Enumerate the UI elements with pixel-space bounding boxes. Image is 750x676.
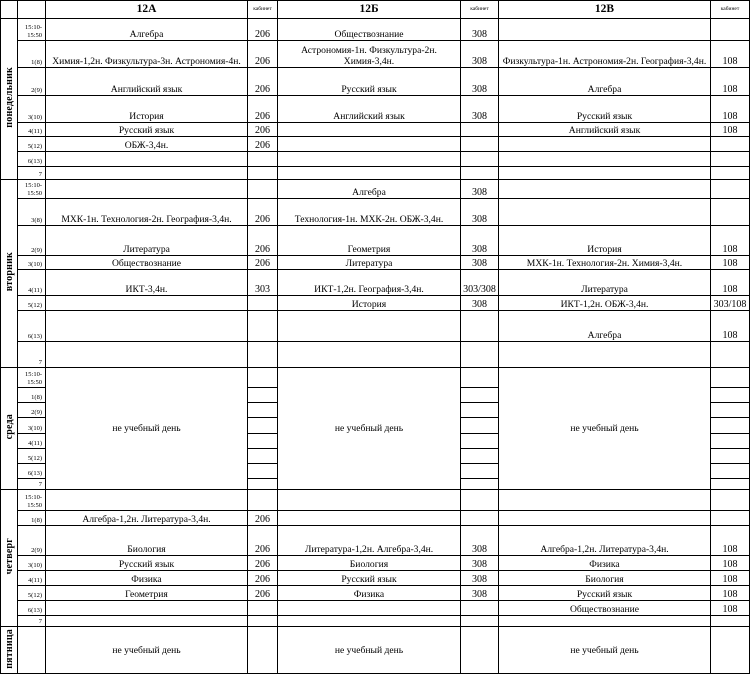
cabinet-cell: 108 xyxy=(711,270,750,296)
cabinet-cell: 303/308 xyxy=(461,270,499,296)
subject-cell: Алгебра xyxy=(499,311,711,342)
period-label: 1(8) xyxy=(18,388,46,403)
cabinet-cell xyxy=(248,388,278,403)
subject-cell: Физкультура-1н. Астрономия-2н. География-3,4н. xyxy=(499,41,711,68)
cabinet-cell xyxy=(461,152,499,167)
cabinet-cell xyxy=(711,434,750,449)
subject-cell: МХК-1н. Технология-2н. Химия-3,4н. xyxy=(499,256,711,270)
subject-cell xyxy=(499,511,711,526)
cabinet-cell xyxy=(461,449,499,464)
subject-cell xyxy=(278,167,461,180)
subject-cell xyxy=(499,137,711,152)
cabinet-cell xyxy=(248,167,278,180)
cabinet-cell xyxy=(461,601,499,616)
period-label: 2(9) xyxy=(18,526,46,556)
day-name: вторник xyxy=(3,252,15,292)
cabinet-cell xyxy=(248,342,278,368)
lesson-row xyxy=(1,368,750,388)
cabinet-cell: 308 xyxy=(461,256,499,270)
subject-cell: Английский язык xyxy=(46,68,248,96)
cabinet-cell xyxy=(461,137,499,152)
no-school-note: не учебный день xyxy=(278,627,461,674)
subject-cell: Алгебра-1,2н. Литература-3,4н. xyxy=(499,526,711,556)
cabinet-cell: 108 xyxy=(711,226,750,256)
no-school-note: не учебный день xyxy=(46,368,248,490)
period-label: 6(13) xyxy=(18,152,46,167)
no-school-note: не учебный день xyxy=(46,627,248,674)
lesson-row xyxy=(1,167,750,180)
cabinet-cell: 108 xyxy=(711,601,750,616)
cabinet-cell xyxy=(711,627,750,674)
lesson-row xyxy=(1,296,750,311)
corner-cell xyxy=(1,1,18,19)
period-label: 4(11) xyxy=(18,123,46,137)
cabinet-cell xyxy=(461,511,499,526)
period-label: 1(8) xyxy=(18,41,46,68)
cabinet-cell xyxy=(461,311,499,342)
day-label xyxy=(1,627,18,674)
cabinet-cell: 308 xyxy=(461,19,499,41)
cabinet-cell: 308 xyxy=(461,296,499,311)
cabinet-cell: 206 xyxy=(248,199,278,226)
subject-cell xyxy=(278,601,461,616)
subject-cell: Русский язык xyxy=(278,571,461,586)
cabinet-cell xyxy=(461,418,499,434)
cabinet-cell: 108 xyxy=(711,556,750,571)
subject-cell xyxy=(499,19,711,41)
lesson-row xyxy=(1,311,750,342)
cabinet-cell: 303 xyxy=(248,270,278,296)
lesson-row xyxy=(1,180,750,199)
lesson-row xyxy=(1,152,750,167)
day-name: среда xyxy=(3,414,15,440)
day-name: пятница xyxy=(3,628,15,669)
subject-cell: Биология xyxy=(278,556,461,571)
day-label xyxy=(1,368,18,490)
period-label: 4(11) xyxy=(18,571,46,586)
subject-cell xyxy=(278,342,461,368)
day-label xyxy=(1,19,18,180)
cabinet-cell xyxy=(461,388,499,403)
subject-cell xyxy=(499,490,711,511)
cabinet-cell xyxy=(461,403,499,418)
subject-cell xyxy=(278,123,461,137)
subject-cell xyxy=(278,490,461,511)
cabinet-cell xyxy=(711,403,750,418)
cabinet-cell: 308 xyxy=(461,556,499,571)
cabinet-cell xyxy=(461,342,499,368)
cabinet-header: кабинет xyxy=(711,1,750,19)
cabinet-cell xyxy=(461,464,499,479)
subject-cell: Русский язык xyxy=(499,586,711,601)
class-header: 12В xyxy=(499,1,711,19)
period-label: 7 xyxy=(18,616,46,627)
class-header: 12А xyxy=(46,1,248,19)
subject-cell xyxy=(278,616,461,627)
cabinet-cell xyxy=(461,479,499,490)
corner-cell xyxy=(18,1,46,19)
lesson-row xyxy=(1,342,750,368)
cabinet-cell xyxy=(711,199,750,226)
subject-cell: ИКТ-3,4н. xyxy=(46,270,248,296)
no-school-note: не учебный день xyxy=(499,627,711,674)
cabinet-cell: 108 xyxy=(711,68,750,96)
cabinet-cell xyxy=(248,403,278,418)
period-label: 7 xyxy=(18,342,46,368)
subject-cell: История xyxy=(46,96,248,123)
subject-cell: Обществознание xyxy=(46,256,248,270)
subject-cell: Английский язык xyxy=(278,96,461,123)
subject-cell xyxy=(46,180,248,199)
subject-cell: ИКТ-1,2н. География-3,4н. xyxy=(278,270,461,296)
lesson-row xyxy=(1,226,750,256)
subject-cell: Алгебра xyxy=(278,180,461,199)
period-label: 15:10-15:50 xyxy=(18,368,46,388)
subject-cell: Обществознание xyxy=(499,601,711,616)
cabinet-cell xyxy=(248,296,278,311)
period-label: 6(13) xyxy=(18,601,46,616)
lesson-row xyxy=(1,627,750,674)
subject-cell xyxy=(46,152,248,167)
cabinet-cell: 308 xyxy=(461,41,499,68)
lesson-row xyxy=(1,526,750,556)
cabinet-cell: 206 xyxy=(248,68,278,96)
subject-cell: Астрономия-1н. Физкультура-2н. Химия-3,4н. xyxy=(278,41,461,68)
day-label xyxy=(1,490,18,627)
cabinet-cell: 206 xyxy=(248,526,278,556)
subject-cell: Алгебра xyxy=(46,19,248,41)
cabinet-cell xyxy=(248,434,278,449)
cabinet-cell: 308 xyxy=(461,526,499,556)
cabinet-cell xyxy=(711,616,750,627)
cabinet-cell xyxy=(461,167,499,180)
subject-cell xyxy=(278,311,461,342)
cabinet-cell: 206 xyxy=(248,19,278,41)
cabinet-cell: 108 xyxy=(711,571,750,586)
subject-cell: Физика xyxy=(46,571,248,586)
day-name: четверг xyxy=(3,538,15,575)
cabinet-cell xyxy=(461,616,499,627)
header-row xyxy=(1,1,750,19)
cabinet-cell: 206 xyxy=(248,226,278,256)
subject-cell xyxy=(46,167,248,180)
subject-cell: ИКТ-1,2н. ОБЖ-3,4н. xyxy=(499,296,711,311)
cabinet-header: кабинет xyxy=(248,1,278,19)
day-name: понедельник xyxy=(3,67,15,128)
cabinet-cell xyxy=(248,464,278,479)
period-label: 15:10-15:50 xyxy=(18,19,46,41)
cabinet-cell xyxy=(711,180,750,199)
cabinet-cell: 108 xyxy=(711,586,750,601)
cabinet-cell: 308 xyxy=(461,96,499,123)
lesson-row xyxy=(1,586,750,601)
cabinet-cell xyxy=(711,388,750,403)
subject-cell xyxy=(46,601,248,616)
no-school-note: не учебный день xyxy=(278,368,461,490)
lesson-row xyxy=(1,571,750,586)
lesson-row xyxy=(1,137,750,152)
cabinet-cell: 206 xyxy=(248,256,278,270)
cabinet-cell xyxy=(711,152,750,167)
lesson-row xyxy=(1,19,750,41)
subject-cell: Биология xyxy=(499,571,711,586)
no-school-note: не учебный день xyxy=(499,368,711,490)
cabinet-cell xyxy=(711,511,750,526)
period-label: 5(12) xyxy=(18,137,46,152)
period-label xyxy=(18,627,46,674)
subject-cell xyxy=(499,199,711,226)
cabinet-cell: 108 xyxy=(711,256,750,270)
cabinet-cell: 308 xyxy=(461,586,499,601)
cabinet-cell xyxy=(461,123,499,137)
cabinet-cell xyxy=(248,627,278,674)
cabinet-cell xyxy=(711,464,750,479)
cabinet-cell xyxy=(248,368,278,388)
period-label: 3(10) xyxy=(18,556,46,571)
lesson-row xyxy=(1,511,750,526)
period-label: 7 xyxy=(18,167,46,180)
cabinet-cell xyxy=(711,449,750,464)
cabinet-cell xyxy=(248,449,278,464)
period-label: 6(13) xyxy=(18,311,46,342)
subject-cell: Литература-1,2н. Алгебра-3,4н. xyxy=(278,526,461,556)
subject-cell: Русский язык xyxy=(278,68,461,96)
lesson-row xyxy=(1,490,750,511)
cabinet-header: кабинет xyxy=(461,1,499,19)
cabinet-cell: 308 xyxy=(461,571,499,586)
subject-cell: Алгебра-1,2н. Литература-3,4н. xyxy=(46,511,248,526)
cabinet-cell xyxy=(711,137,750,152)
cabinet-cell: 303/108 xyxy=(711,296,750,311)
subject-cell: Алгебра xyxy=(499,68,711,96)
cabinet-cell xyxy=(248,601,278,616)
cabinet-cell: 108 xyxy=(711,41,750,68)
subject-cell: Биология xyxy=(46,526,248,556)
cabinet-cell xyxy=(711,368,750,388)
subject-cell xyxy=(278,152,461,167)
cabinet-cell: 206 xyxy=(248,96,278,123)
cabinet-cell: 308 xyxy=(461,226,499,256)
cabinet-cell: 108 xyxy=(711,123,750,137)
subject-cell xyxy=(278,511,461,526)
subject-cell: Технология-1н. МХК-2н. ОБЖ-3,4н. xyxy=(278,199,461,226)
subject-cell: Русский язык xyxy=(46,123,248,137)
lesson-row xyxy=(1,199,750,226)
subject-cell: Обществознание xyxy=(278,19,461,41)
cabinet-cell xyxy=(461,627,499,674)
period-label: 2(9) xyxy=(18,226,46,256)
cabinet-cell xyxy=(711,167,750,180)
period-label: 1(8) xyxy=(18,511,46,526)
subject-cell: Химия-1,2н. Физкультура-3н. Астрономия-4н. xyxy=(46,41,248,68)
subject-cell xyxy=(499,152,711,167)
cabinet-cell: 108 xyxy=(711,526,750,556)
cabinet-cell: 206 xyxy=(248,123,278,137)
cabinet-cell xyxy=(711,342,750,368)
subject-cell xyxy=(46,490,248,511)
cabinet-cell: 206 xyxy=(248,137,278,152)
period-label: 15:10-15:50 xyxy=(18,180,46,199)
subject-cell: Русский язык xyxy=(46,556,248,571)
subject-cell: Литература xyxy=(46,226,248,256)
cabinet-cell xyxy=(248,311,278,342)
subject-cell: Физика xyxy=(499,556,711,571)
subject-cell: Физика xyxy=(278,586,461,601)
subject-cell: История xyxy=(499,226,711,256)
period-label: 3(10) xyxy=(18,256,46,270)
cabinet-cell: 108 xyxy=(711,96,750,123)
cabinet-cell xyxy=(248,479,278,490)
subject-cell xyxy=(46,311,248,342)
lesson-row xyxy=(1,96,750,123)
cabinet-cell: 206 xyxy=(248,511,278,526)
subject-cell xyxy=(499,180,711,199)
day-label xyxy=(1,180,18,368)
lesson-row xyxy=(1,270,750,296)
cabinet-cell xyxy=(248,418,278,434)
cabinet-cell xyxy=(248,180,278,199)
cabinet-cell xyxy=(461,368,499,388)
cabinet-cell: 108 xyxy=(711,311,750,342)
subject-cell xyxy=(499,616,711,627)
subject-cell: Английский язык xyxy=(499,123,711,137)
cabinet-cell xyxy=(711,490,750,511)
subject-cell xyxy=(499,342,711,368)
cabinet-cell xyxy=(461,434,499,449)
subject-cell: История xyxy=(278,296,461,311)
lesson-row xyxy=(1,616,750,627)
subject-cell xyxy=(46,342,248,368)
period-label: 4(11) xyxy=(18,434,46,449)
lesson-row xyxy=(1,68,750,96)
cabinet-cell xyxy=(248,616,278,627)
lesson-row xyxy=(1,123,750,137)
subject-cell: Геометрия xyxy=(46,586,248,601)
period-label: 15:10-15:50 xyxy=(18,490,46,511)
cabinet-cell xyxy=(248,152,278,167)
cabinet-cell: 206 xyxy=(248,556,278,571)
subject-cell xyxy=(46,616,248,627)
subject-cell: Геометрия xyxy=(278,226,461,256)
lesson-row xyxy=(1,256,750,270)
period-label: 5(12) xyxy=(18,296,46,311)
cabinet-cell: 308 xyxy=(461,180,499,199)
cabinet-cell: 206 xyxy=(248,41,278,68)
period-label: 3(8) xyxy=(18,199,46,226)
period-label: 5(12) xyxy=(18,586,46,601)
subject-cell: Литература xyxy=(499,270,711,296)
lesson-row xyxy=(1,556,750,571)
subject-cell: Литература xyxy=(278,256,461,270)
subject-cell xyxy=(499,167,711,180)
cabinet-cell xyxy=(711,418,750,434)
cabinet-cell: 308 xyxy=(461,68,499,96)
cabinet-cell: 206 xyxy=(248,586,278,601)
subject-cell: МХК-1н. Технология-2н. География-3,4н. xyxy=(46,199,248,226)
class-header: 12Б xyxy=(278,1,461,19)
period-label: 4(11) xyxy=(18,270,46,296)
subject-cell xyxy=(278,137,461,152)
cabinet-cell xyxy=(711,19,750,41)
period-label: 2(9) xyxy=(18,403,46,418)
subject-cell: ОБЖ-3,4н. xyxy=(46,137,248,152)
cabinet-cell: 206 xyxy=(248,571,278,586)
cabinet-cell xyxy=(248,490,278,511)
cabinet-cell xyxy=(711,479,750,490)
period-label: 5(12) xyxy=(18,449,46,464)
subject-cell: Русский язык xyxy=(499,96,711,123)
lesson-row xyxy=(1,601,750,616)
period-label: 6(13) xyxy=(18,464,46,479)
period-label: 3(10) xyxy=(18,96,46,123)
period-label: 3(10) xyxy=(18,418,46,434)
period-label: 2(9) xyxy=(18,68,46,96)
subject-cell xyxy=(46,296,248,311)
lesson-row xyxy=(1,41,750,68)
period-label: 7 xyxy=(18,479,46,490)
cabinet-cell xyxy=(461,490,499,511)
cabinet-cell: 308 xyxy=(461,199,499,226)
